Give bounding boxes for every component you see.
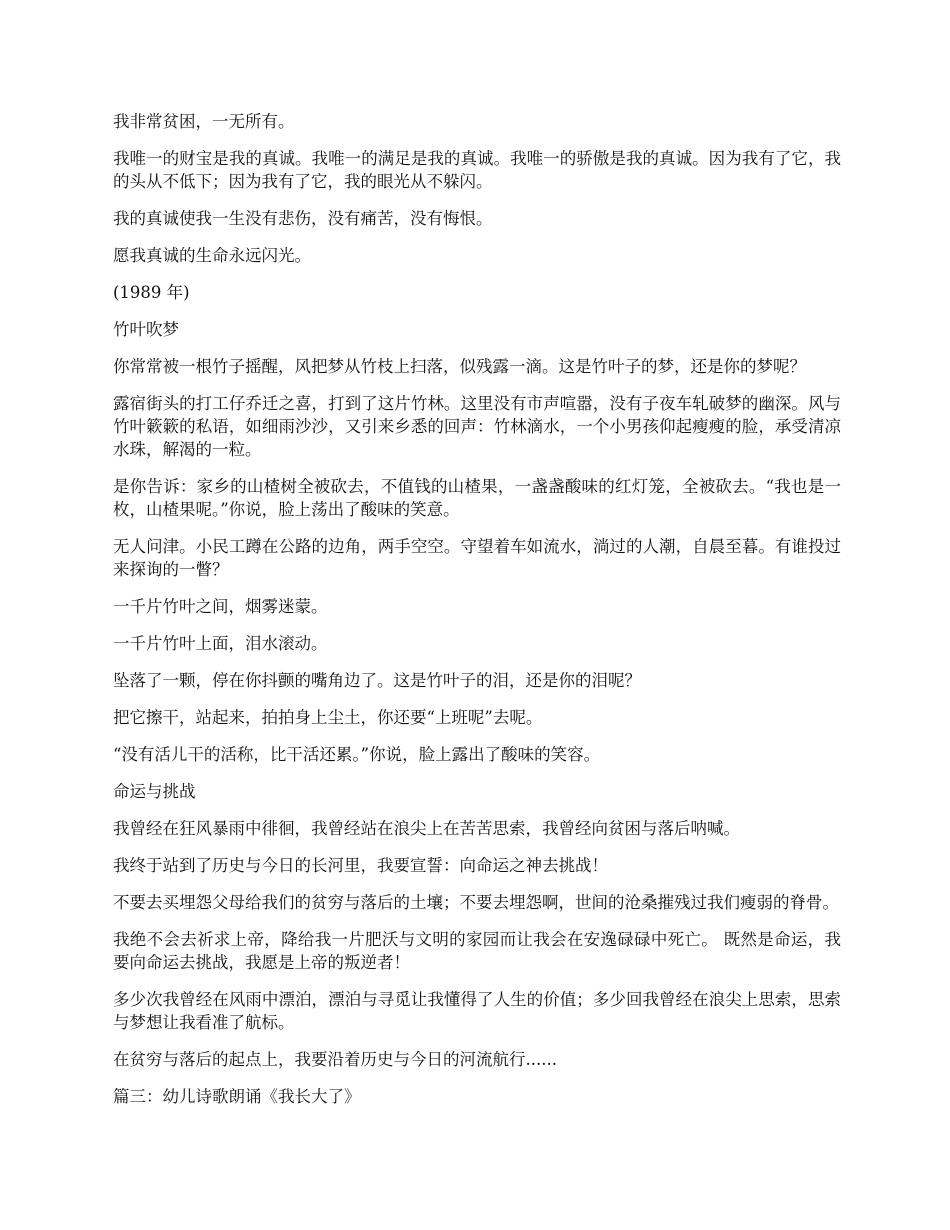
paragraph: 是你告诉：家乡的山楂树全被砍去，不值钱的山楂果，一盏盏酸味的红灯笼，全被砍去。“我也是一枚，山楂果呢。”你说，脸上荡出了酸味的笑意。 bbox=[113, 477, 841, 519]
paragraph: 多少次我曾经在风雨中漂泊，漂泊与寻觅让我懂得了人生的价值；多少回我曾经在浪尖上思索，思索与梦想让我看准了航标。 bbox=[113, 990, 841, 1032]
paragraph: 在贫穷与落后的起点上，我要沿着历史与今日的河流航行...... bbox=[113, 1050, 557, 1069]
paragraph: 我唯一的财宝是我的真诚。我唯一的满足是我的真诚。我唯一的骄傲是我的真诚。因为我有了它，我的头从不低下；因为我有了它，我的眼光从不躲闪。 bbox=[113, 149, 841, 191]
paragraph: 我曾经在狂风暴雨中徘徊，我曾经站在浪尖上在苦苦思索，我曾经向贫困与落后呐喊。 bbox=[113, 819, 740, 838]
paragraph: 一千片竹叶上面，泪水滚动。 bbox=[113, 634, 328, 653]
paragraph: 你常常被一根竹子摇醒，风把梦从竹枝上扫落，似残露一滴。这是竹叶子的梦，还是你的梦呢？ bbox=[113, 357, 806, 376]
paragraph: 把它擦干，站起来，拍拍身上尘土，你还要“上班呢”去呢。 bbox=[113, 708, 543, 727]
document-body bbox=[113, 110, 841, 1122]
paragraph: 我绝不会去祈求上帝，降给我一片肥沃与文明的家园而让我会在安逸碌碌中死亡。 既然是命运，我要向命运去挑战，我愿是上帝的叛逆者！ bbox=[113, 930, 841, 972]
paragraph: 一千片竹叶之间，烟雾迷蒙。 bbox=[113, 597, 328, 616]
paragraph: “没有活儿干的活称，比干活还累。”你说，脸上露出了酸味的笑容。 bbox=[113, 745, 601, 764]
paragraph: 露宿街头的打工仔乔迁之喜，打到了这片竹林。这里没有市声喧嚣，没有子夜车轧破梦的幽深。风与竹叶簌簌的私语，如细雨沙沙，又引来乡悉的回声：竹林滴水，一个小男孩仰起瘦瘦的脸，承受清凉水珠，解渴的一粒。 bbox=[113, 394, 841, 459]
paragraph: 我非常贫困，一无所有。 bbox=[113, 112, 295, 131]
paragraph: 不要去买埋怨父母给我们的贫穷与落后的土壤；不要去埋怨啊，世间的沧桑摧残过我们瘦弱的脊骨。 bbox=[113, 893, 839, 912]
paragraph: 坠落了一颗，停在你抖颤的嘴角边了。这是竹叶子的泪，还是你的泪呢？ bbox=[113, 671, 641, 690]
date-note: (1989 年) bbox=[113, 283, 190, 302]
paragraph: 无人问津。小民工蹲在公路的边角，两手空空。守望着车如流水，淌过的人潮，自晨至暮。有谁投过来探询的一瞥？ bbox=[113, 537, 841, 579]
paragraph: 愿我真诚的生命永远闪光。 bbox=[113, 246, 311, 265]
section-title: 竹叶吹梦 bbox=[113, 320, 179, 339]
section-title: 命运与挑战 bbox=[113, 782, 196, 801]
paragraph: 我终于站到了历史与今日的长河里，我要宣誓：向命运之神去挑战！ bbox=[113, 856, 608, 875]
paragraph: 我的真诚使我一生没有悲伤，没有痛苦，没有悔恨。 bbox=[113, 209, 493, 228]
section-title: 篇三：幼儿诗歌朗诵《我长大了》 bbox=[113, 1087, 361, 1106]
